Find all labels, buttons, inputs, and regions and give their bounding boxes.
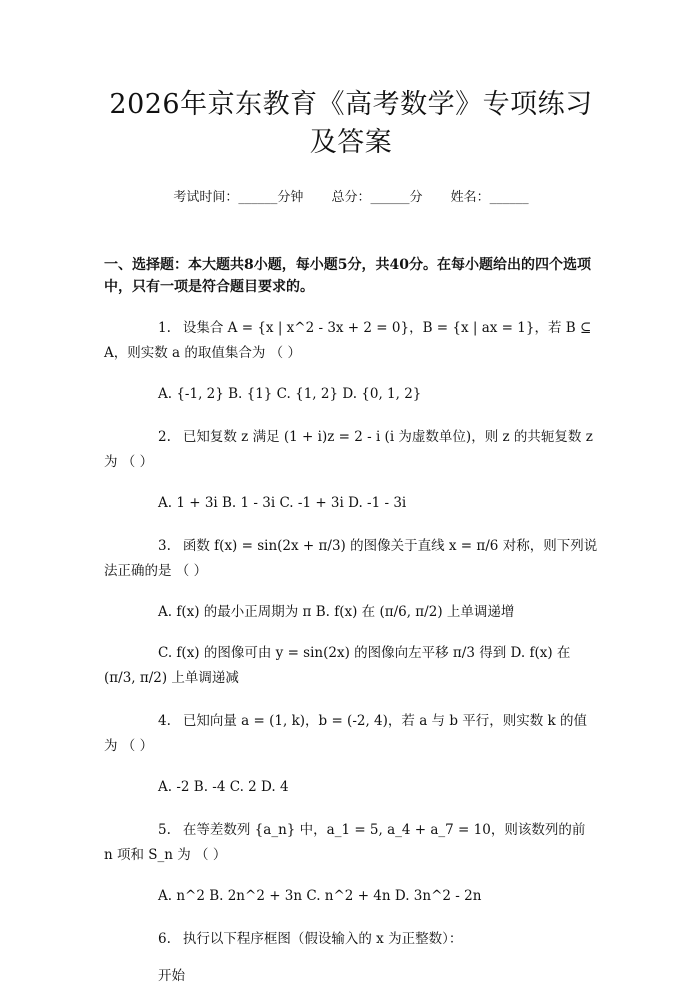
question-number: 2.	[158, 429, 171, 445]
question-number: 4.	[158, 713, 171, 729]
question-text: 设集合 A = {x | x^2 - 3x + 2 = 0}，B = {x | ax = 1}，若 B ⊆ A，则实数 a 的取值集合为 （ ）	[104, 320, 592, 361]
question-text: 函数 f(x) = sin(2x + π/3) 的图像关于直线 x = π/6 对称，则下列说法正确的是 （ ）	[104, 538, 598, 579]
question-4-options: A. -2 B. -4 C. 2 D. 4	[158, 779, 289, 795]
total-score: 总分：______分	[331, 190, 423, 205]
exam-info	[104, 188, 598, 208]
question-number: 3.	[158, 538, 171, 554]
question-3	[104, 534, 598, 584]
question-text: 在等差数列 {a_n} 中，a_1 = 5, a_4 + a_7 = 10，则该数列的前 n 项和 S_n 为 （ ）	[104, 822, 586, 863]
question-1	[104, 316, 598, 366]
section-heading: 一、选择题：本大题共8小题，每小题5分，共40分。在每小题给出的四个选项中，只有一项是符合题目要求的。	[104, 257, 591, 295]
question-3-options-cd: C. f(x) 的图像可由 y = sin(2x) 的图像向左平移 π/3 得到 D. f(x) 在 (π/3, π/2) 上单调递减	[104, 645, 571, 686]
question-3-options-ab: A. f(x) 的最小正周期为 π B. f(x) 在 (π/6, π/2) 上单调递增	[158, 604, 515, 620]
question-number: 5.	[158, 822, 171, 838]
student-name: 姓名：______	[450, 190, 529, 205]
exam-time: 考试时间：______分钟	[173, 190, 304, 205]
question-6	[104, 927, 598, 952]
question-number: 6.	[158, 931, 171, 947]
question-1-options: A. {-1, 2} B. {1} C. {1, 2} D. {0, 1, 2}	[158, 386, 422, 402]
question-text: 执行以下程序框图（假设输入的 x 为正整数）：	[182, 931, 463, 947]
question-text: 已知向量 a = (1, k)，b = (-2, 4)，若 a 与 b 平行，则实数 k 的值为 （ ）	[104, 713, 588, 754]
question-text: 已知复数 z 满足 (1 + i)z = 2 - i (i 为虚数单位)，则 z 的共轭复数 z 为 （ ）	[104, 429, 607, 470]
page-title: 2026年京东教育《高考数学》专项练习及答案	[109, 89, 593, 158]
question-2	[104, 425, 607, 475]
exam-page	[0, 86, 700, 991]
question-4	[104, 709, 598, 759]
question-number: 1.	[158, 320, 171, 336]
flowchart-start-label: 开始	[158, 968, 185, 984]
question-2-options: A. 1 + 3i B. 1 - 3i C. -1 + 3i D. -1 - 3i	[158, 495, 407, 511]
question-5	[104, 818, 598, 868]
question-5-options: A. n^2 B. 2n^2 + 3n C. n^2 + 4n D. 3n^2 - 2n	[158, 888, 482, 904]
